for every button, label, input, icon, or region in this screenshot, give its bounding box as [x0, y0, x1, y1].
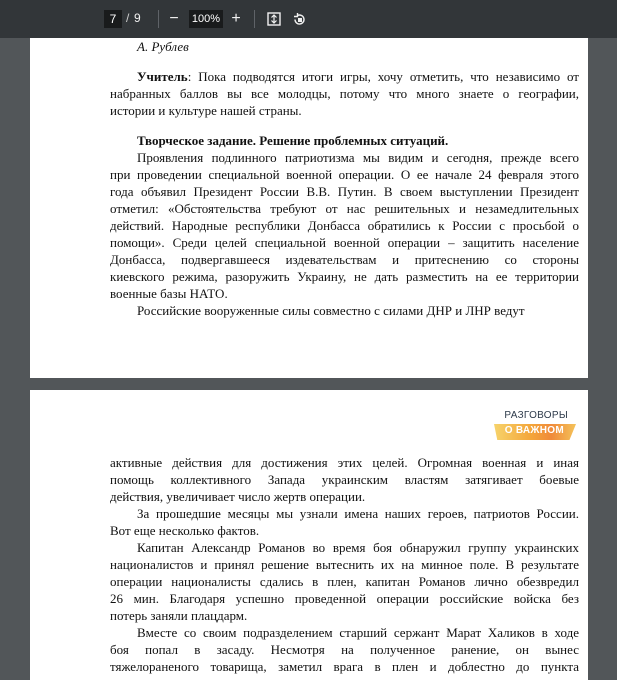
paragraph-line: боя попал в засаду. Несмотря на полученное ранение, он вынес [110, 642, 579, 657]
paragraph-line: 26 мин. Благодаря успешно проведенной операции российские войска без [110, 591, 579, 606]
paragraph-line: года объявил Президент России В.В. Путин. В своем выступлении Президент [110, 184, 579, 199]
razgovory-logo [500, 410, 582, 446]
toolbar-divider [254, 10, 255, 28]
paragraph-line: Российские вооруженные силы совместно с силами ДНР и ЛНР ведут [137, 303, 525, 318]
paragraph-text: : Пока подводятся итоги игры, хочу отметить, что независимо от [187, 69, 579, 84]
pdf-toolbar [0, 0, 617, 38]
fit-page-button[interactable] [264, 9, 284, 29]
paragraph-line: операции националисты сдались в плен, капитан Романов лично обезвредил [110, 574, 579, 589]
rotate-icon [292, 12, 307, 27]
paragraph-line: националистов и принял решение вытеснить их на минное поле. В результате [110, 557, 579, 572]
paragraph-line: потерь заняли плацдарм. [110, 608, 248, 623]
paragraph-line: тяжелораненого товарища, заметил врага в плен и доблестно до пункта [110, 659, 579, 674]
zoom-in-button[interactable]: + [231, 10, 241, 27]
paragraph-line: истории и культуре нашей страны. [110, 103, 302, 118]
page-total: 9 [134, 11, 141, 25]
fit-page-icon [267, 12, 281, 26]
paragraph-line: Вместе со своим подразделением старший сержант Марат Халиков в ходе [137, 625, 579, 640]
paragraph-line: киевского режима, разоружить Украину, не дать разместить на ее территории [110, 269, 579, 284]
paragraph-line: военные базы НАТО. [110, 286, 228, 301]
paragraph-line: действия, увеличивает число жертв операции. [110, 489, 366, 504]
page-number-input[interactable]: 7 [104, 10, 122, 28]
section-heading: Творческое задание. Решение проблемных ситуаций. [137, 133, 449, 148]
toolbar-divider [158, 10, 159, 28]
paragraph-line: отметил: «Обстоятельства требуют от нас решительных и незамедлительных [110, 201, 579, 216]
paragraph-line: помощи». Среди целей специальной военной операции – защитить население [110, 235, 579, 250]
paragraph-line: набранных баллов вы все молодцы, потому что много знаете о географии, [110, 86, 579, 101]
pdf-page-7 [30, 38, 588, 378]
paragraph-line: Донбасса, подвергавшееся издевательствам и притеснению со стороны [110, 252, 579, 267]
paragraph-line: Капитан Александр Романов во время боя обнаружил группу украинских [137, 540, 579, 555]
speaker-label: Учитель [137, 69, 188, 84]
zoom-out-button[interactable]: − [169, 10, 179, 27]
paragraph-line: при проведении специальной военной операции. О ее начале 24 февраля этого [110, 167, 579, 182]
paragraph-line: За прошедшие месяцы мы узнали имена наших героев, патриотов России. [137, 506, 579, 521]
paragraph-line: активные действия для достижения этих целей. Огромная военная и иная [110, 455, 579, 470]
logo-top-text: РАЗГОВОРЫ [504, 410, 568, 421]
pdf-page-8 [30, 390, 588, 680]
zoom-level-input[interactable]: 100% [189, 10, 223, 28]
paragraph-line [137, 68, 579, 85]
paragraph-line: Проявления подлинного патриотизма мы видим и сегодня, прежде всего [137, 150, 579, 165]
rotate-button[interactable] [289, 9, 309, 29]
paragraph-line: Вот еще несколько фактов. [110, 523, 260, 538]
page-separator: / [126, 11, 130, 25]
author-signature: А. Рублев [137, 39, 189, 54]
logo-bottom-text: О ВАЖНОМ [504, 425, 564, 436]
paragraph-line: действий. Народные республики Донбасса обратились к России с просьбой о [110, 218, 579, 233]
paragraph-line: помощь коллективного Запада украинским властям затягивает боевые [110, 472, 579, 487]
